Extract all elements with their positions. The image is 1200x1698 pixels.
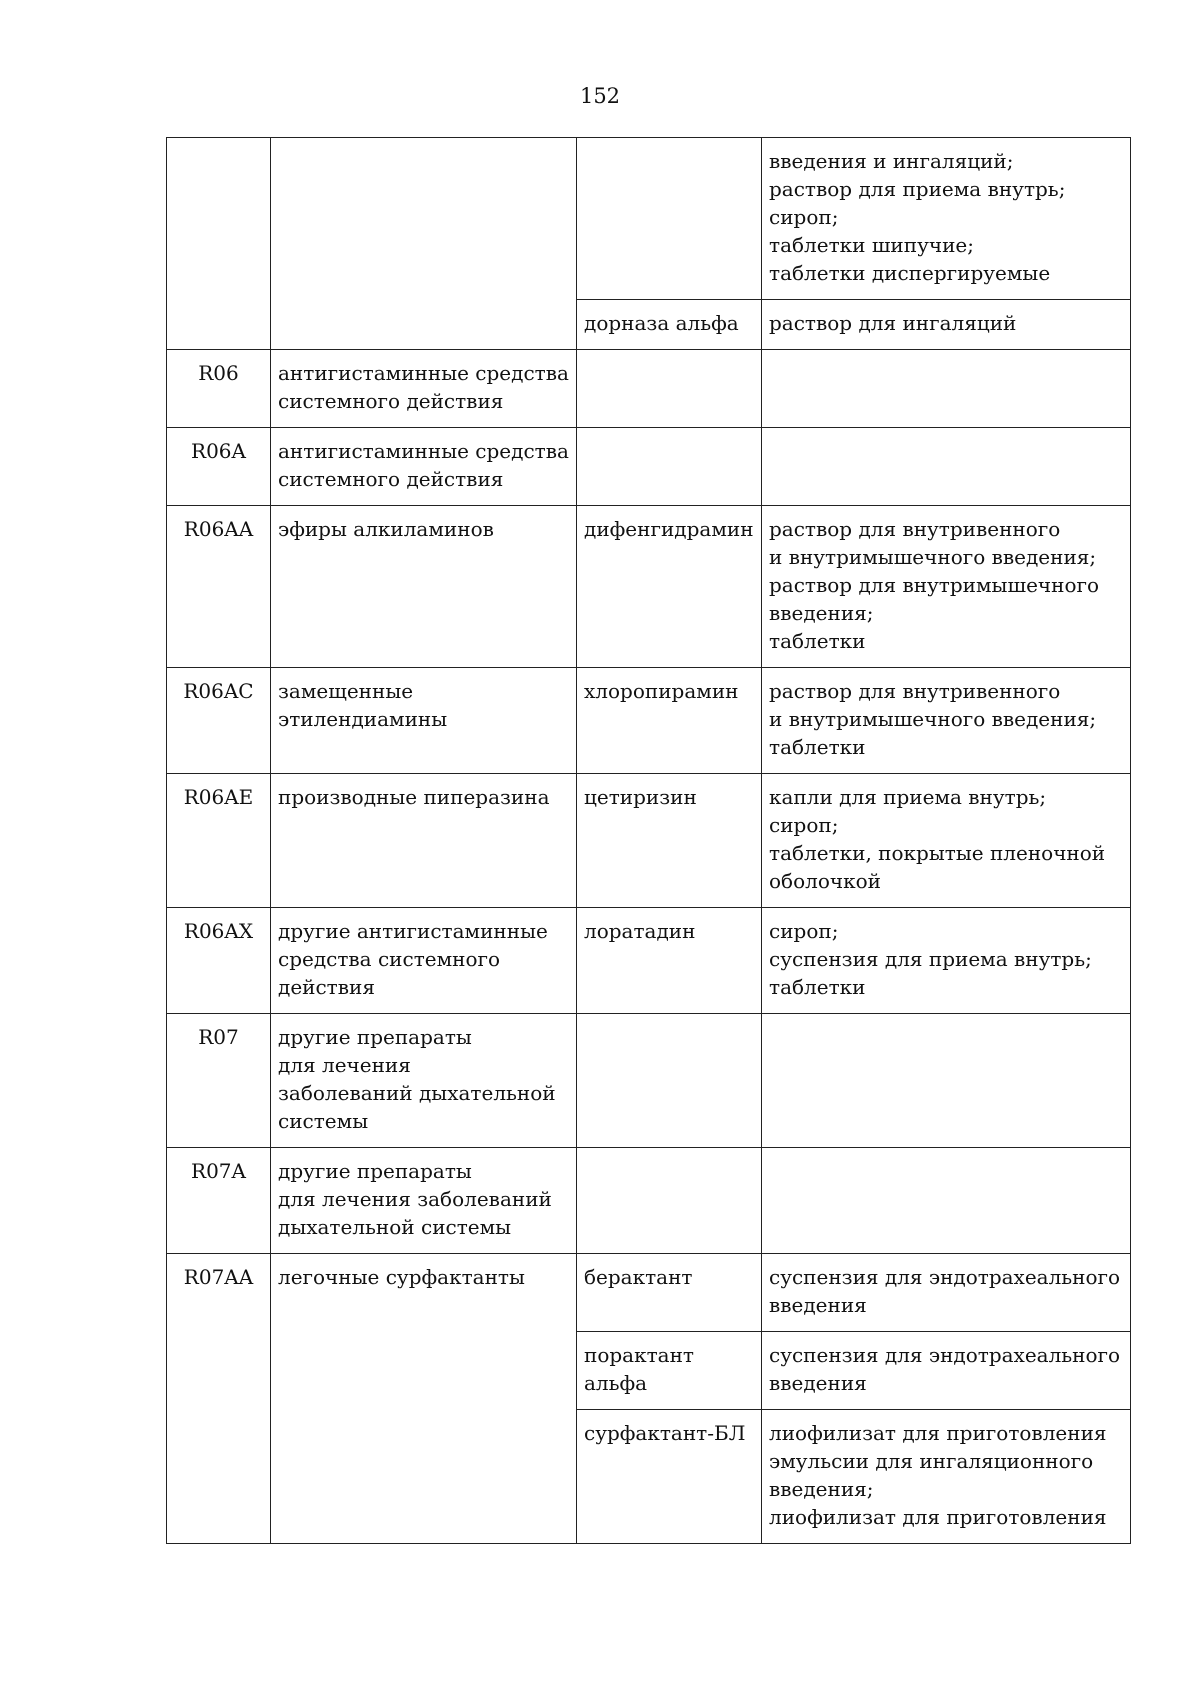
- group-line: легочные сурфактанты: [278, 1265, 525, 1289]
- drug-name-cell: [577, 428, 762, 506]
- group-cell: [271, 350, 577, 428]
- group-line: заболеваний дыхательной: [278, 1081, 556, 1105]
- drug-name: дифенгидрамин: [584, 517, 754, 541]
- table-row: [167, 428, 1131, 506]
- dosage-form-line: капли для приема внутрь;: [769, 785, 1047, 809]
- drug-name-cell: [577, 1148, 762, 1254]
- table-row: [167, 1014, 1131, 1148]
- dosage-form-line: раствор для приема внутрь;: [769, 177, 1066, 201]
- group-line: антигистаминные средства: [278, 361, 569, 385]
- group-cell: [271, 138, 577, 350]
- group-line: дыхательной системы: [278, 1215, 512, 1239]
- dosage-form-line: таблетки шипучие;: [769, 233, 974, 257]
- dosage-form-line: введения;: [769, 1477, 874, 1501]
- drug-name-cell: [577, 1410, 762, 1544]
- dosage-form-line: введения;: [769, 601, 874, 625]
- dosage-forms-cell: [762, 774, 1131, 908]
- table-row: [167, 350, 1131, 428]
- dosage-forms-cell: [762, 350, 1131, 428]
- dosage-form-line: таблетки: [769, 629, 866, 653]
- drug-name-cell: [577, 506, 762, 668]
- drug-name-cell: [577, 138, 762, 300]
- drug-name-cell: [577, 774, 762, 908]
- drug-name-cell: [577, 668, 762, 774]
- drug-name-cell: [577, 300, 762, 350]
- drug-name: сурфактант-БЛ: [584, 1421, 746, 1445]
- atc-code-cell: R07AA: [167, 1254, 271, 1544]
- dosage-form-line: раствор для внутривенного: [769, 679, 1061, 703]
- drug-name: дорназа альфа: [584, 311, 739, 335]
- group-line: антигистаминные средства: [278, 439, 569, 463]
- atc-code-cell: R06AC: [167, 668, 271, 774]
- drug-name-cell: [577, 1332, 762, 1410]
- dosage-form-line: раствор для внутривенного: [769, 517, 1061, 541]
- dosage-form-line: введения: [769, 1293, 867, 1317]
- drug-name: лоратадин: [584, 919, 696, 943]
- page-number: 152: [579, 84, 621, 108]
- dosage-form-line: введения: [769, 1371, 867, 1395]
- dosage-form-line: сироп;: [769, 813, 839, 837]
- group-line: этилендиамины: [278, 707, 448, 731]
- group-line: средства системного: [278, 947, 501, 971]
- table-row: [167, 1254, 1131, 1332]
- dosage-forms-cell: [762, 1148, 1131, 1254]
- drug-name-cell: [577, 1014, 762, 1148]
- dosage-form-line: таблетки диспергируемые: [769, 261, 1051, 285]
- group-cell: [271, 1254, 577, 1544]
- drug-name: цетиризин: [584, 785, 697, 809]
- group-line: производные пиперазина: [278, 785, 550, 809]
- atc-code-cell: R06AA: [167, 506, 271, 668]
- dosage-form-line: таблетки: [769, 735, 866, 759]
- drug-name-cell: [577, 1254, 762, 1332]
- dosage-forms-cell: [762, 1410, 1131, 1544]
- group-line: системного действия: [278, 389, 504, 413]
- dosage-form-line: таблетки, покрытые пленочной: [769, 841, 1106, 865]
- table-row: [167, 668, 1131, 774]
- drug-name-cell: [577, 908, 762, 1014]
- dosage-forms-cell: [762, 506, 1131, 668]
- dosage-form-line: оболочкой: [769, 869, 881, 893]
- dosage-form-line: суспензия для эндотрахеального: [769, 1343, 1121, 1367]
- group-cell: [271, 774, 577, 908]
- dosage-form-line: и внутримышечного введения;: [769, 707, 1097, 731]
- dosage-forms-cell: [762, 668, 1131, 774]
- drug-table: [166, 137, 1131, 1544]
- group-line: действия: [278, 975, 375, 999]
- group-cell: [271, 428, 577, 506]
- atc-code-cell: R06AX: [167, 908, 271, 1014]
- dosage-forms-cell: [762, 1332, 1131, 1410]
- dosage-form-line: раствор для внутримышечного: [769, 573, 1100, 597]
- drug-name: хлоропирамин: [584, 679, 739, 703]
- dosage-forms-cell: [762, 138, 1131, 300]
- group-cell: [271, 908, 577, 1014]
- atc-code-cell: R06: [167, 350, 271, 428]
- atc-code-cell: [167, 138, 271, 350]
- dosage-form-line: сироп;: [769, 205, 839, 229]
- group-line: системы: [278, 1109, 369, 1133]
- drug-name: порактант: [584, 1343, 694, 1367]
- dosage-forms-cell: [762, 428, 1131, 506]
- dosage-form-line: суспензия для приема внутрь;: [769, 947, 1092, 971]
- group-cell: [271, 1014, 577, 1148]
- group-line: другие препараты: [278, 1159, 472, 1183]
- dosage-form-line: введения и ингаляций;: [769, 149, 1014, 173]
- dosage-form-line: раствор для ингаляций: [769, 311, 1017, 335]
- dosage-form-line: лиофилизат для приготовления: [769, 1421, 1107, 1445]
- drug-name-cell: [577, 350, 762, 428]
- group-line: для лечения: [278, 1053, 411, 1077]
- drug-name: берактант: [584, 1265, 693, 1289]
- atc-code-cell: R06AE: [167, 774, 271, 908]
- group-line: для лечения заболеваний: [278, 1187, 552, 1211]
- atc-code-cell: R07A: [167, 1148, 271, 1254]
- dosage-forms-cell: [762, 908, 1131, 1014]
- dosage-form-line: и внутримышечного введения;: [769, 545, 1097, 569]
- group-cell: [271, 506, 577, 668]
- dosage-form-line: суспензия для эндотрахеального: [769, 1265, 1121, 1289]
- table-row: [167, 908, 1131, 1014]
- dosage-forms-cell: [762, 300, 1131, 350]
- dosage-form-line: лиофилизат для приготовления: [769, 1505, 1107, 1529]
- table-row: [167, 138, 1131, 300]
- table-row: [167, 774, 1131, 908]
- atc-code-cell: R07: [167, 1014, 271, 1148]
- table-row: [167, 1148, 1131, 1254]
- table-row: [167, 506, 1131, 668]
- dosage-form-line: сироп;: [769, 919, 839, 943]
- dosage-form-line: эмульсии для ингаляционного: [769, 1449, 1094, 1473]
- drug-name: альфа: [584, 1371, 648, 1395]
- group-line: эфиры алкиламинов: [278, 517, 494, 541]
- atc-code-cell: R06A: [167, 428, 271, 506]
- group-cell: [271, 1148, 577, 1254]
- dosage-forms-cell: [762, 1254, 1131, 1332]
- dosage-form-line: таблетки: [769, 975, 866, 999]
- dosage-forms-cell: [762, 1014, 1131, 1148]
- group-line: системного действия: [278, 467, 504, 491]
- group-cell: [271, 668, 577, 774]
- group-line: другие препараты: [278, 1025, 472, 1049]
- group-line: другие антигистаминные: [278, 919, 548, 943]
- group-line: замещенные: [278, 679, 414, 703]
